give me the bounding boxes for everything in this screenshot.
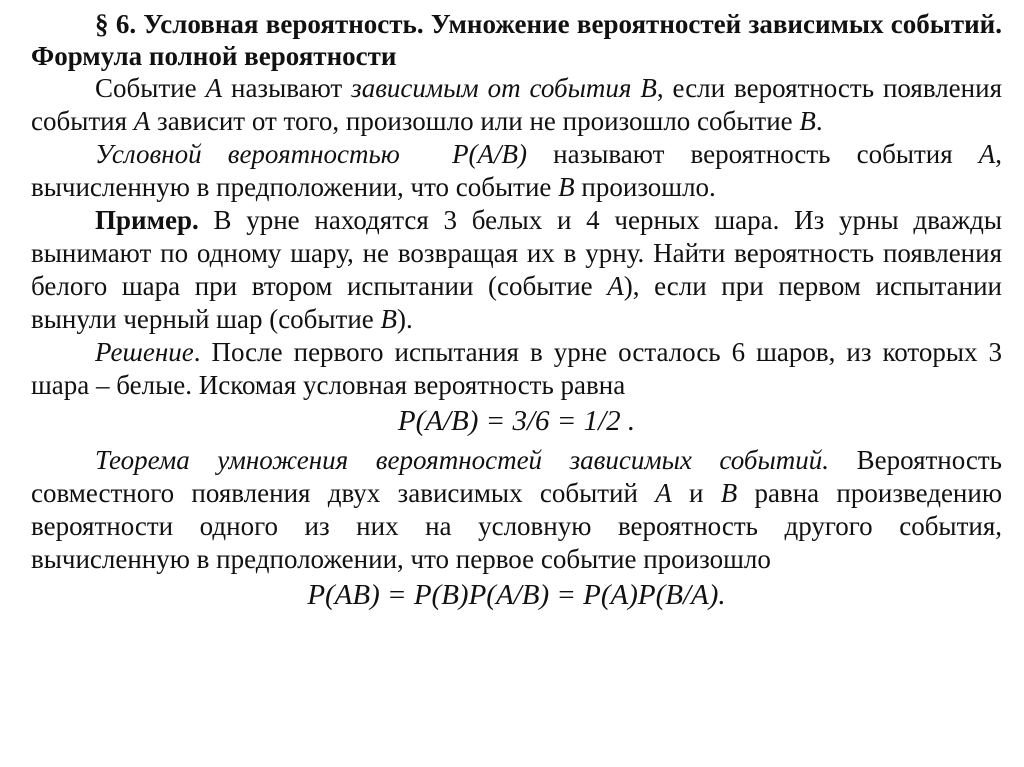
term-conditional: Условной вероятностью [95,139,400,169]
section-title: § 6. Условная вероятность. Умножение вероятностей зависимых событий. Формула полной вероятности [31,9,1002,71]
inline-formula: P(A/B) [452,139,528,169]
term-dependent: зависимым от события B [351,73,657,103]
solution-label: Решение [95,337,194,367]
paragraph-conditional-probability: Условной вероятностью P(A/B) называют вероятность события A, вычисленную в предположении, что событие B произошло. [31,139,1003,202]
formula-conditional-result: P(A/B) = 3/6 = 1/2 . [397,405,636,437]
paragraph-theorem: Теорема умножения вероятностей зависимых событий. Вероятность совместного появления двух зависимых событий A и B равна произведению вероятности одного из них на условную вероятность другого события, вычисленную в предположении, что первое событие произошло [31,445,1002,574]
paragraph-dependent-event: Событие A называют зависимым от события B, если вероятность появления события A зависит от того, произошло или не произошло событие B. [31,73,1002,136]
paragraph-example: Пример. В урне находятся 3 белых и 4 черных шара. Из урны дважды вынимают по одному шару, не возвращая их в урну. Найти вероятность появления белого шара при втором испытании (событие A), если при первом испытании вынули черный шар (событие B). [31,205,1002,334]
paragraph-solution: Решение. После первого испытания в урне осталось 6 шаров, из которых 3 шара – белые. Искомая условная вероятность равна [31,337,1002,400]
example-label: Пример. [95,205,199,235]
theorem-title: Теорема умножения вероятностей зависимых событий. [95,445,830,475]
formula-multiplication: P(AB) = P(B)P(A/B) = P(A)P(B/A). [307,579,726,611]
